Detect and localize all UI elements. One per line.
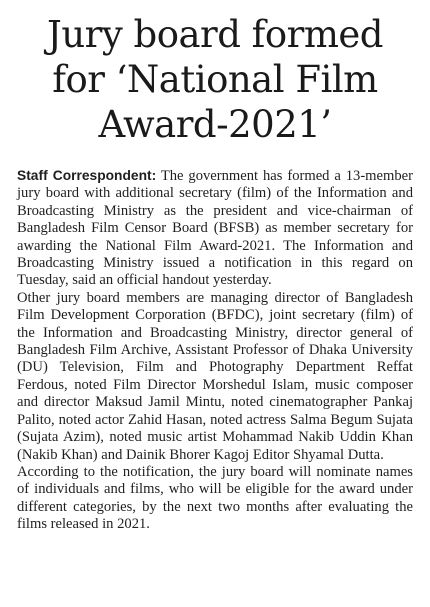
headline-line-3: Award-2021’: [98, 103, 332, 146]
article-headline: [17, 12, 413, 147]
headline-line-2: for ‘National Film: [52, 58, 378, 101]
news-article: [17, 12, 413, 534]
paragraph-3: According to the notification, the jury board will nominate names of individuals and films, who will be eligible for the award under different categories, by the next two months after evaluating the films released in 2021.: [17, 463, 413, 533]
article-body: [17, 167, 413, 534]
paragraph-1: [17, 167, 413, 290]
paragraph-2: Other jury board members are managing director of Bangladesh Film Development Corporation (BFDC), joint secretary (film) of the Information and Broadcasting Ministry, director general of Bangladesh Film Archive, Assistant Professor of Dhaka University (DU) Television, Film and Photography Department Reffat Ferdous, noted Film Director Morshedul Islam, music composer and director Maksud Jamil Mintu, noted cinematographer Pankaj Palito, noted actor Zahid Hasan, noted actress Salma Begum Sujata (Sujata Azim), noted music artist Mohammad Nakib Uddin Khan (Nakib Khan) and Dainik Bhorer Kagoj Editor Shyamal Dutta.: [17, 289, 413, 463]
paragraph-1-text: The government has formed a 13-member jury board with additional secretary (film) of the Information and Broadcasting Ministry as the president and vice-chairman of Bangladesh Film Censor Board (BFSB) as member secretary for awarding the National Film Award-2021. The Information and Broadcasting Ministry issued a notification in this regard on Tuesday, said an official handout yesterday.: [17, 168, 413, 289]
byline: Staff Correspondent:: [17, 168, 157, 183]
headline-line-1: Jury board formed: [47, 13, 383, 56]
